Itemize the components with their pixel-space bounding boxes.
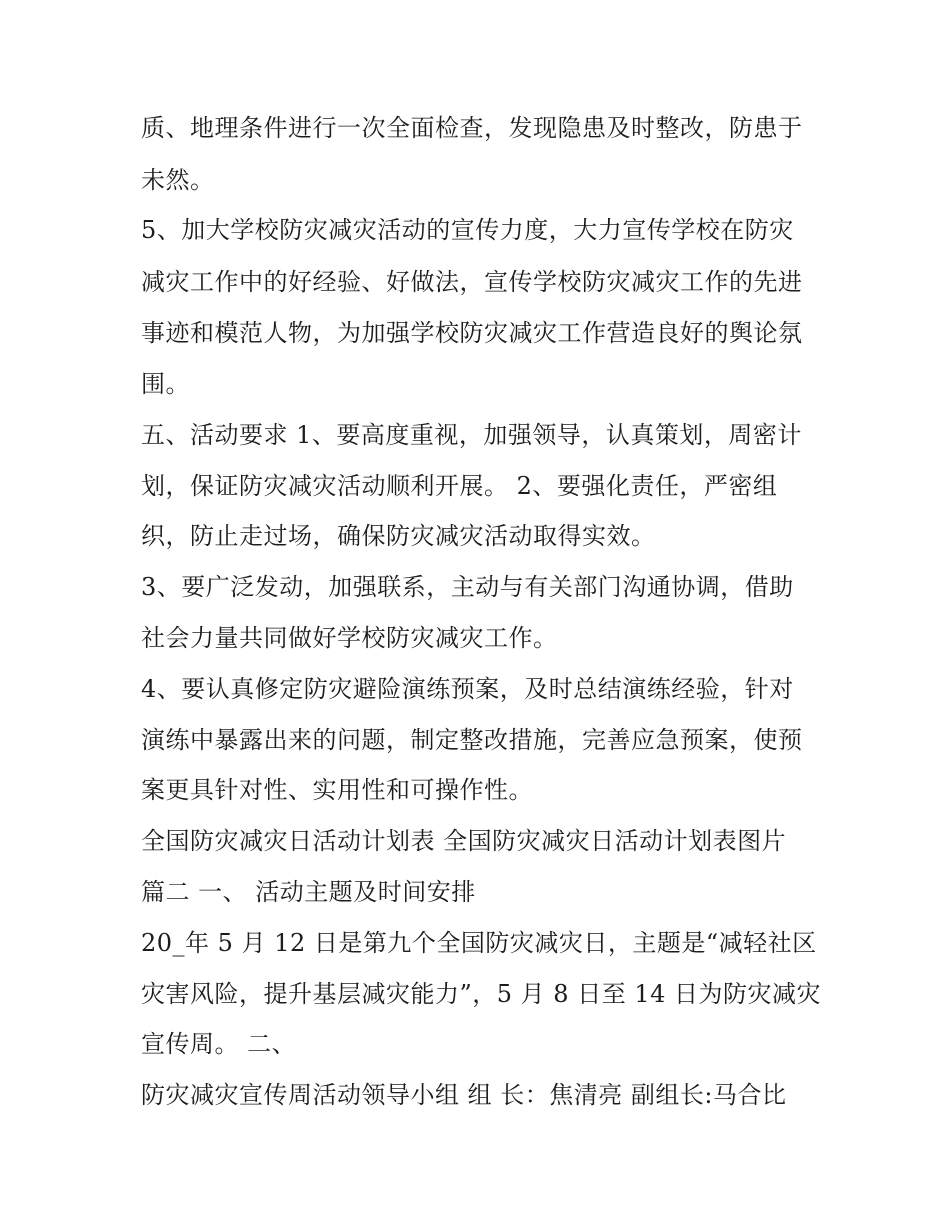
text-line: 案更具针对性、实用性和可操作性。 [141, 776, 533, 804]
text-line: 演练中暴露出来的问题，制定整改措施，完善应急预案，使预 [141, 726, 803, 754]
text-line: 织，防止走过场，确保防灾减灾活动取得实效。 [141, 522, 656, 550]
text-line: 5、加大学校防灾减灾活动的宣传力度，大力宣传学校在防灾 [141, 216, 794, 244]
text-line: 未然。 [141, 166, 215, 194]
text-line: 篇二 一、 活动主题及时间安排 [141, 878, 476, 906]
text-line: 质、地理条件进行一次全面检查，发现隐患及时整改，防患于 [141, 114, 803, 142]
text-line: 减灾工作中的好经验、好做法，宣传学校防灾减灾工作的先进 [141, 268, 803, 296]
text-line: 宣传周。 二、 [141, 1030, 297, 1058]
text-line: 全国防灾减灾日活动计划表 全国防灾减灾日活动计划表图片 [141, 827, 787, 855]
text-line: 20_年 5 月 12 日是第九个全国防灾减灾日，主题是“减轻社区 [141, 929, 817, 957]
text-line: 围。 [141, 370, 190, 398]
text-line: 五、活动要求 1、要高度重视，加强领导，认真策划，周密计 [141, 421, 802, 449]
text-line: 防灾减灾宣传周活动领导小组 组 长：焦清亮 副组长:马合比 [141, 1081, 787, 1109]
text-line: 社会力量共同做好学校防灾减灾工作。 [141, 624, 558, 652]
text-line: 划，保证防灾减灾活动顺利开展。 2、要强化责任，严密组 [141, 472, 778, 500]
text-line: 灾害风险，提升基层减灾能力”，5 月 8 日至 14 日为防灾减灾 [141, 980, 821, 1008]
text-line: 4、要认真修定防灾避险演练预案，及时总结演练经验，针对 [141, 675, 794, 703]
text-line: 事迹和模范人物，为加强学校防灾减灾工作营造良好的舆论氛 [141, 319, 803, 347]
text-line: 3、要广泛发动，加强联系，主动与有关部门沟通协调，借助 [141, 573, 794, 601]
